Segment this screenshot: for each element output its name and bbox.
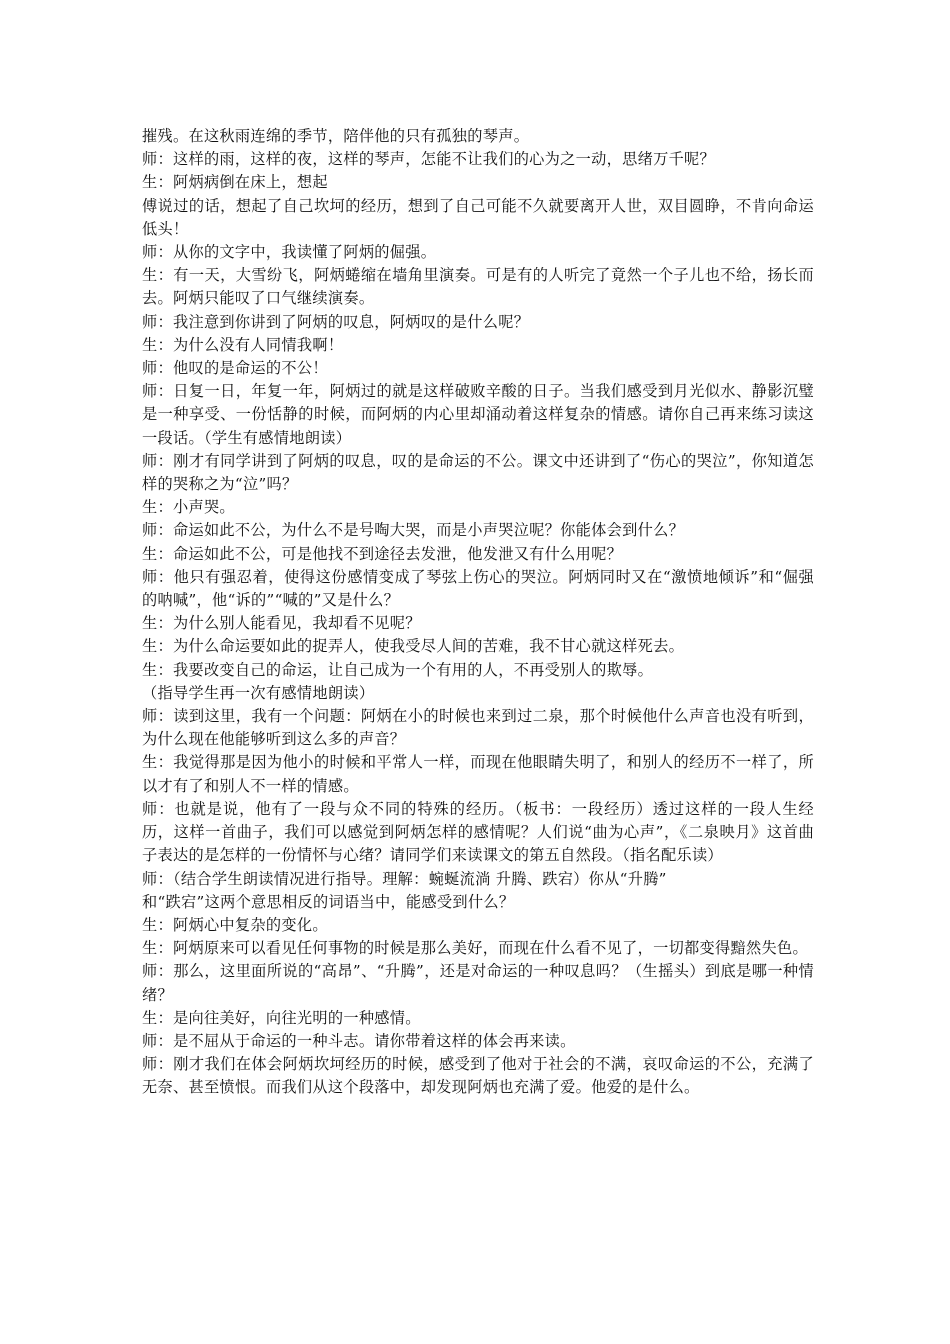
paragraph: 生：是向往美好，向往光明的一种感情。: [142, 1008, 421, 1027]
paragraph: 生：我觉得那是因为他小的时候和平常人一样，而现在他眼睛失明了，和别人的经历不一样了，所以才有了和别人不一样的情感。: [142, 753, 814, 795]
paragraph: 生：我要改变自己的命运，让自己成为一个有用的人，不再受别人的欺辱。: [142, 660, 654, 679]
paragraph: 生：命运如此不公，可是他找不到途径去发泄，他发泄又有什么用呢？: [142, 544, 623, 563]
paragraph: 生：为什么命运要如此的捉弄人，使我受尽人间的苦难，我不甘心就这样死去。: [142, 637, 685, 656]
paragraph: 师：命运如此不公，为什么不是号啕大哭，而是小声哭泣呢？你能体会到什么？: [142, 521, 685, 540]
paragraph: 和“跌宕”这两个意思相反的词语当中，能感受到什么？: [142, 892, 515, 911]
paragraph: 师：从你的文字中，我读懂了阿炳的倔强。: [142, 243, 437, 262]
paragraph: 师：那么，这里面所说的“高昂”、“升腾”，还是对命运的一种叹息吗？（生摇头）到底是哪一种情绪？: [142, 962, 814, 1004]
paragraph: 摧残。在这秋雨连绵的季节，陪伴他的只有孤独的琴声。: [142, 127, 530, 145]
paragraph: 师：是不屈从于命运的一种斗志。请你带着这样的体会再来读。: [142, 1031, 576, 1050]
paragraph: 师：他只有强忍着，使得这份感情变成了琴弦上伤心的哭泣。阿炳同时又在“激愤地倾诉”和“倔强的呐喊”，他“诉的”“喊的”又是什么？: [142, 567, 814, 610]
paragraph: 师：日复一日，年复一年，阿炳过的就是这样破败辛酸的日子。当我们感受到月光似水、静影沉璧是一种享受、一份恬静的时候，而阿炳的内心里却涌动着这样复杂的情感。请你自己再来练习读这一段话。（学生有感情地朗读）: [142, 382, 814, 447]
paragraph: 师：他叹的是命运的不公！: [142, 359, 328, 378]
paragraph: 师：刚才有同学讲到了阿炳的叹息，叹的是命运的不公。课文中还讲到了“伤心的哭泣”，你知道怎样的哭称之为“泣”吗？: [142, 451, 814, 494]
paragraph: （指导学生再一次有感情地朗读）: [142, 683, 375, 702]
paragraph: 师：也就是说，他有了一段与众不同的特殊的经历。（板书：一段经历）透过这样的一段人生经历，这样一首曲子，我们可以感觉到阿炳怎样的感情呢？人们说“曲为心声”，《二泉映月》这首曲子表达的是怎样的一份情怀与心绪？请同学们来读课文的第五自然段。（指名配乐读）: [142, 799, 814, 865]
paragraph: 生：小声哭。: [142, 498, 235, 517]
document-body: [142, 125, 814, 1100]
paragraph: 师：我注意到你讲到了阿炳的叹息，阿炳叹的是什么呢？: [142, 312, 530, 331]
paragraph: 生：有一天，大雪纷飞，阿炳蜷缩在墙角里演奏。可是有的人听完了竟然一个子儿也不给，扬长而去。阿炳只能叹了口气继续演奏。: [142, 266, 814, 308]
paragraph: 生：阿炳心中复杂的变化。: [142, 915, 328, 934]
paragraph: 生：阿炳原来可以看见任何事物的时候是那么美好，而现在什么看不见了，一切都变得黯然失色。: [142, 939, 808, 958]
paragraph: 师：读到这里，我有一个问题：阿炳在小的时候也来到过二泉，那个时候他什么声音也没有听到，为什么现在他能够听到这么多的声音？: [142, 707, 814, 749]
paragraph: 生：为什么别人能看见，我却看不见呢？: [142, 614, 421, 633]
paragraph: 师：这样的雨，这样的夜，这样的琴声，怎能不让我们的心为之一动，思绪万千呢？: [142, 150, 716, 169]
paragraph: 生：为什么没有人同情我啊！: [142, 335, 344, 354]
paragraph: 师：（结合学生朗读情况进行指导。理解：蜿蜒流淌 升腾、跌宕）你从“升腾”: [142, 869, 667, 888]
paragraph: 生：阿炳病倒在床上，想起: [142, 173, 328, 192]
paragraph: 师：刚才我们在体会阿炳坎坷经历的时候，感受到了他对于社会的不满，哀叹命运的不公，充满了无奈、甚至愤恨。而我们从这个段落中，却发现阿炳也充满了爱。他爱的是什么。: [142, 1055, 814, 1097]
paragraph: 傅说过的话，想起了自己坎坷的经历，想到了自己可能不久就要离开人世，双目圆睁，不肯向命运低头！: [142, 196, 814, 238]
